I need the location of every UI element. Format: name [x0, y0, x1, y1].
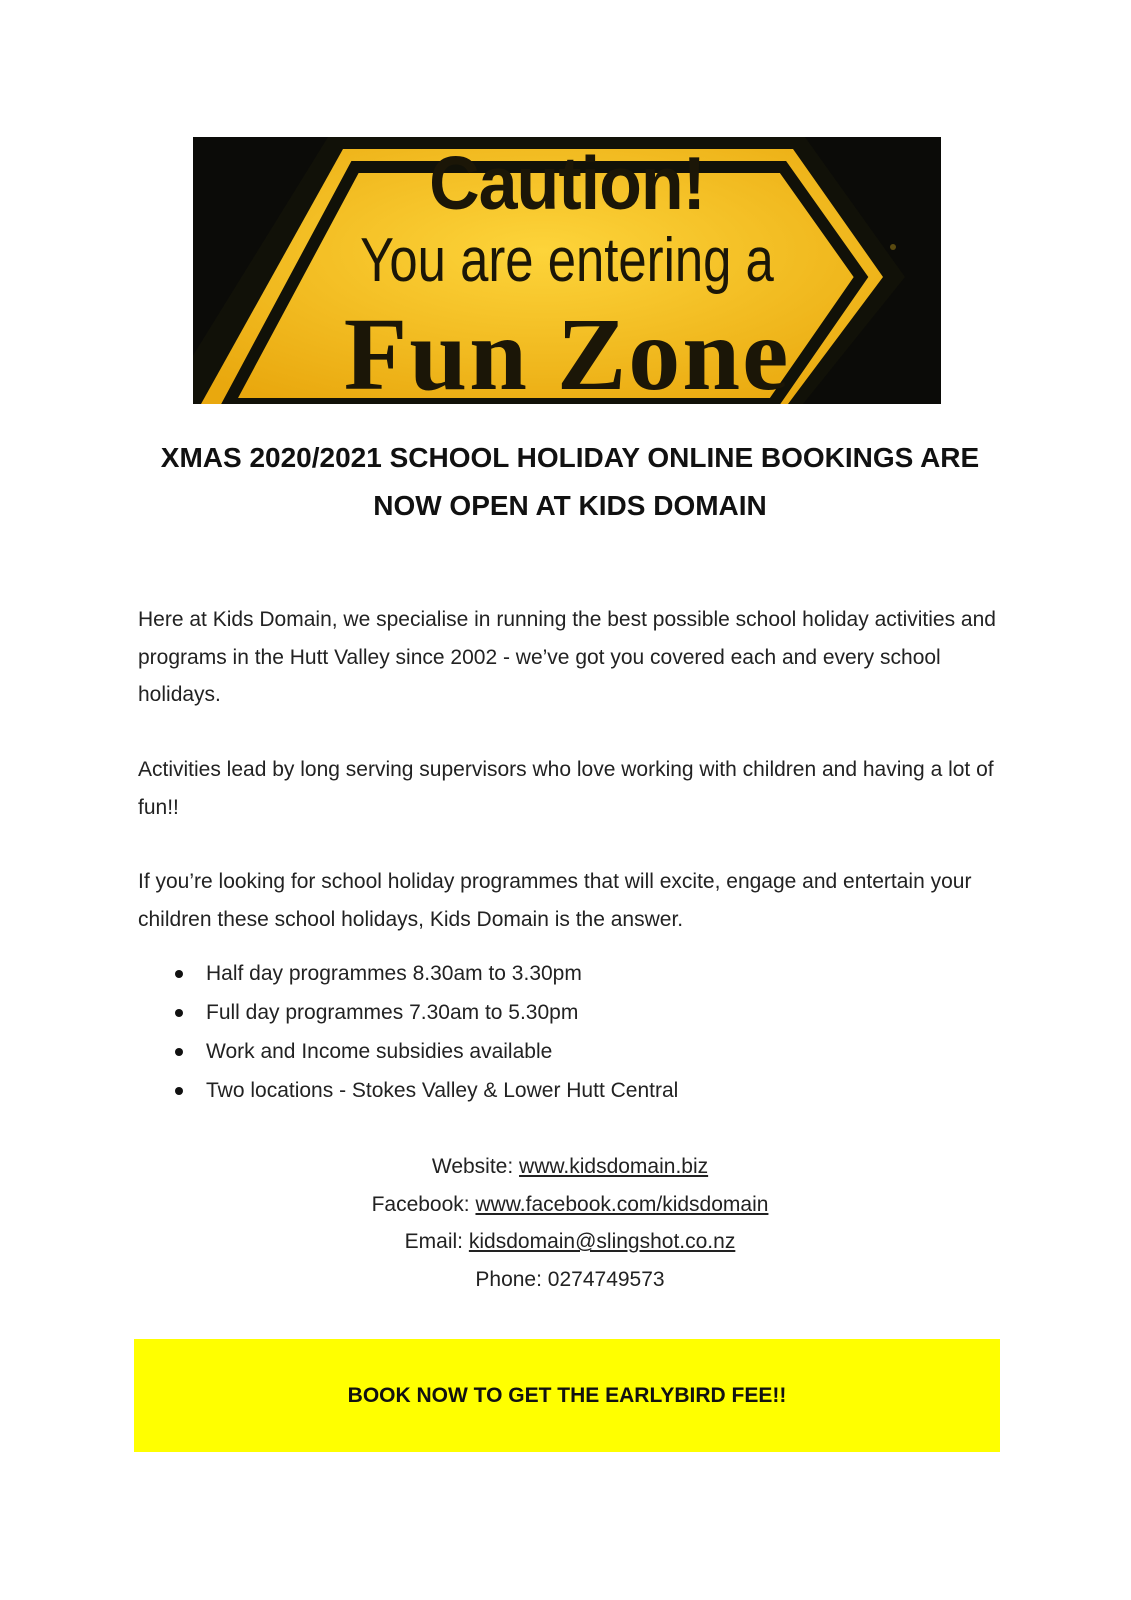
phone-number: 0274749573	[547, 1267, 665, 1291]
bullet-icon	[175, 1009, 183, 1017]
headline	[120, 434, 1020, 530]
intro-paragraph: Here at Kids Domain, we specialise in running the best possible school holiday activities and programs in the Hutt Valley since 2002 - we’ve got you covered each and every school holidays.	[138, 608, 996, 706]
activities-paragraph: Activities lead by long serving supervisors who love working with children and having a lot of fun!!	[138, 758, 994, 819]
contact-block	[120, 1148, 1020, 1298]
website-row	[120, 1148, 1020, 1186]
facebook-label: Facebook:	[371, 1192, 470, 1216]
programmes-paragraph: If you’re looking for school holiday programmes that will excite, engage and entertain your children these school holidays, Kids Domain is the answer.	[138, 870, 972, 931]
facebook-row	[120, 1186, 1020, 1224]
features-list	[138, 954, 678, 1110]
caution-sign-image	[193, 137, 941, 404]
email-label: Email:	[404, 1230, 464, 1253]
sign-fun-zone-text: Fun Zone	[343, 297, 791, 404]
sign-caution-text: Caution!	[429, 140, 705, 226]
list-item-text: Full day programmes 7.30am to 5.30pm	[206, 1001, 579, 1024]
phone-row	[120, 1261, 1020, 1299]
website-link[interactable]: www.kidsdomain.biz	[519, 1155, 709, 1178]
list-item-text: Half day programmes 8.30am to 3.30pm	[206, 962, 582, 985]
list-item	[138, 1032, 678, 1071]
bullet-icon	[175, 970, 183, 978]
bullet-icon	[175, 1048, 183, 1056]
sign-entering-text: You are entering a	[360, 226, 774, 295]
facebook-link[interactable]: www.facebook.com/kidsdomain	[475, 1192, 769, 1216]
earlybird-banner	[134, 1339, 1000, 1452]
list-item	[138, 1071, 678, 1110]
email-row	[120, 1223, 1020, 1261]
list-item-text: Work and Income subsidies available	[206, 1040, 553, 1063]
list-item-text: Two locations - Stokes Valley & Lower Hutt Central	[206, 1079, 679, 1102]
website-label: Website:	[431, 1155, 514, 1178]
headline-line-1: XMAS 2020/2021 SCHOOL HOLIDAY ONLINE BOOKINGS ARE	[160, 442, 980, 473]
earlybird-text: BOOK NOW TO GET THE EARLYBIRD FEE!!	[347, 1383, 787, 1407]
bullet-icon	[175, 1087, 183, 1095]
list-item	[138, 993, 678, 1032]
headline-line-2: NOW OPEN AT KIDS DOMAIN	[373, 490, 767, 521]
email-link[interactable]: kidsdomain@slingshot.co.nz	[468, 1230, 736, 1253]
list-item	[138, 954, 678, 993]
phone-label: Phone:	[475, 1267, 542, 1291]
